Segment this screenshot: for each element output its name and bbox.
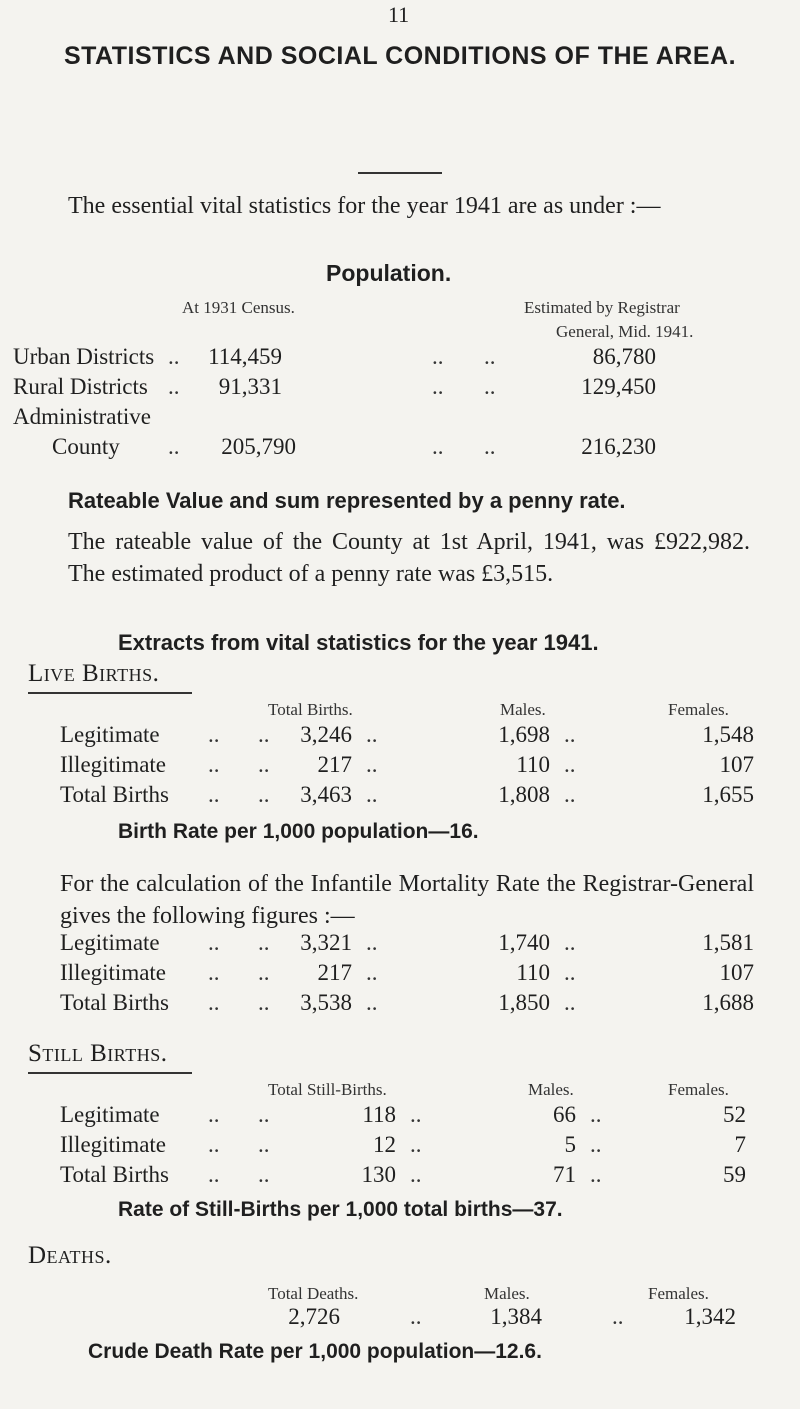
live-births-row: [0, 752, 800, 782]
leader-dots: ..: [208, 930, 220, 955]
leader-dots: ..: [366, 930, 378, 955]
row-label: Illegitimate: [60, 752, 167, 777]
females-value: 1,655: [702, 782, 754, 807]
still-births-row: [0, 1162, 800, 1192]
males-value: 66: [553, 1102, 576, 1127]
census-value: 114,459: [208, 344, 282, 369]
leader-dots: ..: [168, 374, 180, 399]
leader-dots: ..: [366, 960, 378, 985]
leader-dots: ..: [564, 782, 576, 807]
deaths-heading: Deaths.: [28, 1242, 112, 1269]
deaths-col-males: Males.: [484, 1284, 530, 1303]
males-value: 1,850: [498, 990, 550, 1015]
leader-dots: ..: [258, 1162, 270, 1187]
leader-dots: ..: [410, 1102, 422, 1127]
leader-dots: ..: [366, 752, 378, 777]
leader-dots: ..: [564, 990, 576, 1015]
page-number: 11: [388, 2, 410, 27]
leader-dots: ..: [208, 752, 220, 777]
row-label: Rural Districts: [13, 374, 148, 399]
leader-dots: ..: [410, 1162, 422, 1187]
leader-dots: ..: [564, 752, 576, 777]
heading-underline: [28, 1072, 192, 1074]
population-row: [0, 344, 800, 374]
row-label: Total Births: [60, 782, 169, 807]
intro-paragraph: The essential vital statistics for the year 1941 are as under :—: [68, 193, 661, 219]
males-value: 5: [564, 1132, 576, 1157]
leader-dots: ..: [432, 374, 444, 399]
leader-dots: ..: [366, 722, 378, 747]
live-col-males: Males.: [500, 700, 546, 719]
females-value: 1,548: [702, 722, 754, 747]
leader-dots: ..: [258, 1102, 270, 1127]
leader-dots: ..: [208, 960, 220, 985]
census-value: 91,331: [218, 374, 282, 399]
leader-dots: ..: [258, 930, 270, 955]
leader-dots: ..: [258, 990, 270, 1015]
leader-dots: ..: [410, 1132, 422, 1157]
total-value: 3,246: [300, 722, 352, 747]
death-rate-line: Crude Death Rate per 1,000 population—12.6.: [88, 1340, 542, 1363]
total-value: 12: [373, 1132, 396, 1157]
deaths-col-total: Total Deaths.: [268, 1284, 359, 1303]
leader-dots: ..: [564, 722, 576, 747]
birth-rate-line: Birth Rate per 1,000 population—16.: [118, 820, 479, 843]
leader-dots: ..: [432, 434, 444, 459]
total-value: 2,726: [288, 1304, 340, 1329]
total-value: 3,463: [300, 782, 352, 807]
females-value: 107: [719, 752, 754, 777]
females-value: 1,342: [684, 1304, 736, 1329]
infantile-row: [0, 930, 800, 960]
females-value: 7: [734, 1132, 746, 1157]
rateable-heading: Rateable Value and sum represented by a penny rate.: [68, 488, 626, 513]
leader-dots: ..: [366, 782, 378, 807]
population-col-estimate-1: Estimated by Registrar: [524, 298, 680, 317]
total-value: 217: [317, 752, 352, 777]
leader-dots: ..: [590, 1162, 602, 1187]
live-births-heading: Live Births.: [28, 660, 160, 687]
live-col-females: Females.: [668, 700, 729, 719]
row-label: Total Births: [60, 1162, 169, 1187]
total-value: 118: [362, 1102, 396, 1127]
row-label: Legitimate: [60, 1102, 160, 1127]
still-births-row: [0, 1132, 800, 1162]
row-label: Urban Districts: [13, 344, 155, 369]
leader-dots: ..: [208, 722, 220, 747]
females-value: 1,581: [702, 930, 754, 955]
title-divider: [358, 172, 442, 174]
males-value: 1,808: [498, 782, 550, 807]
leader-dots: ..: [208, 1102, 220, 1127]
females-value: 59: [723, 1162, 746, 1187]
infantile-row: [0, 990, 800, 1020]
leader-dots: ..: [484, 344, 496, 369]
row-label: Total Births: [60, 990, 169, 1015]
leader-dots: ..: [258, 782, 270, 807]
infantile-paragraph: For the calculation of the Infantile Mortality Rate the Registrar-General gives the following figures :—: [60, 871, 754, 929]
leader-dots: ..: [410, 1304, 422, 1329]
still-col-total: Total Still-Births.: [268, 1080, 387, 1099]
leader-dots: ..: [258, 722, 270, 747]
row-label: Legitimate: [60, 722, 160, 747]
still-col-females: Females.: [668, 1080, 729, 1099]
males-value: 71: [553, 1162, 576, 1187]
still-col-males: Males.: [528, 1080, 574, 1099]
deaths-row: [0, 1304, 800, 1334]
leader-dots: ..: [590, 1132, 602, 1157]
row-label: Illegitimate: [60, 1132, 167, 1157]
population-col-census: At 1931 Census.: [182, 298, 295, 317]
still-birth-rate-line: Rate of Still-Births per 1,000 total births—37.: [118, 1198, 563, 1221]
live-births-row: [0, 722, 800, 752]
still-births-heading: Still Births.: [28, 1040, 168, 1067]
leader-dots: ..: [484, 374, 496, 399]
page-title: STATISTICS AND SOCIAL CONDITIONS OF THE AREA.: [63, 42, 737, 70]
population-col-estimate-2: General, Mid. 1941.: [556, 322, 694, 341]
total-value: 3,538: [300, 990, 352, 1015]
estimate-value: 86,780: [592, 344, 656, 369]
leader-dots: ..: [366, 990, 378, 1015]
row-label-line1: Administrative: [13, 404, 151, 429]
leader-dots: ..: [564, 930, 576, 955]
heading-underline: [28, 692, 192, 694]
leader-dots: ..: [168, 434, 180, 459]
census-value: 205,790: [221, 434, 296, 459]
leader-dots: ..: [258, 960, 270, 985]
estimate-value: 129,450: [581, 374, 656, 399]
total-value: 3,321: [300, 930, 352, 955]
leader-dots: ..: [208, 1132, 220, 1157]
live-col-total: Total Births.: [268, 700, 353, 719]
leader-dots: ..: [484, 434, 496, 459]
row-label: County: [52, 434, 120, 459]
estimate-value: 216,230: [581, 434, 656, 459]
leader-dots: ..: [258, 752, 270, 777]
population-row: [0, 434, 800, 464]
females-value: 52: [723, 1102, 746, 1127]
total-value: 130: [361, 1162, 396, 1187]
leader-dots: ..: [590, 1102, 602, 1127]
males-value: 110: [516, 960, 550, 985]
rateable-paragraph: The rateable value of the County at 1st April, 1941, was £922,982. The estimated product of a penny rate was £3,515.: [68, 529, 750, 587]
females-value: 107: [719, 960, 754, 985]
leader-dots: ..: [564, 960, 576, 985]
males-value: 1,698: [498, 722, 550, 747]
males-value: 110: [516, 752, 550, 777]
population-row: [0, 374, 800, 404]
leader-dots: ..: [208, 990, 220, 1015]
males-value: 1,384: [490, 1304, 542, 1329]
leader-dots: ..: [168, 344, 180, 369]
population-heading: Population.: [326, 260, 452, 286]
total-value: 217: [317, 960, 352, 985]
extracts-heading: Extracts from vital statistics for the year 1941.: [118, 630, 599, 655]
still-births-row: [0, 1102, 800, 1132]
live-births-row: [0, 782, 800, 812]
row-label: Legitimate: [60, 930, 160, 955]
leader-dots: ..: [208, 1162, 220, 1187]
leader-dots: ..: [208, 782, 220, 807]
row-label: Illegitimate: [60, 960, 167, 985]
leader-dots: ..: [432, 344, 444, 369]
deaths-col-females: Females.: [648, 1284, 709, 1303]
males-value: 1,740: [498, 930, 550, 955]
leader-dots: ..: [258, 1132, 270, 1157]
leader-dots: ..: [612, 1304, 624, 1329]
females-value: 1,688: [702, 990, 754, 1015]
infantile-row: [0, 960, 800, 990]
